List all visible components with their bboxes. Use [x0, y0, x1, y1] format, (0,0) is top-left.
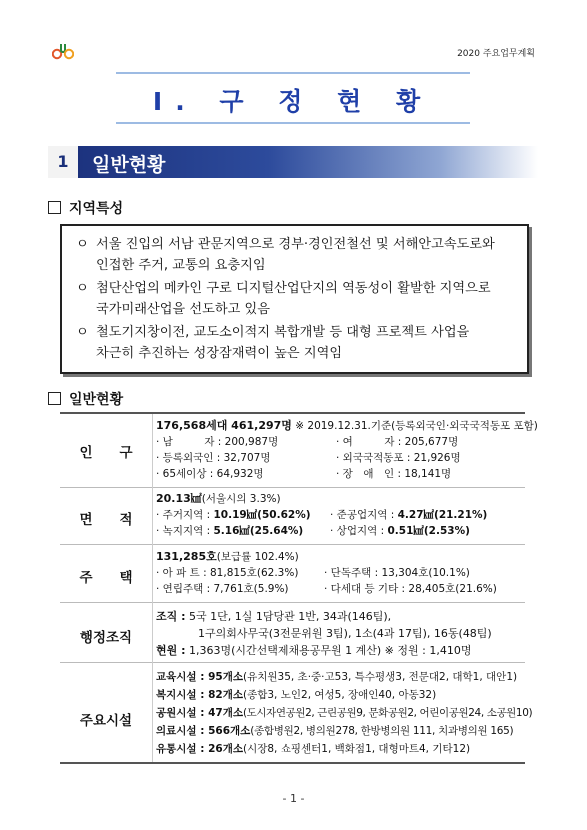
housing-detached: · 단독주택 : 13,304호(10.1%): [324, 567, 470, 579]
admin-org-label: 조직 :: [156, 610, 186, 623]
area-residential-value: 10.19㎢(50.62%): [213, 509, 311, 521]
general-heading-text: 일반현황: [69, 392, 124, 408]
area-commercial-value: 0.51㎢(2.53%): [387, 525, 470, 537]
admin-staff-label: 현원 :: [156, 644, 186, 657]
population-elderly: · 65세이상 : 64,932명: [156, 468, 264, 480]
bullet-line: 인접한 주거, 교통의 요충지임: [96, 258, 266, 273]
regional-bullet: [76, 278, 516, 320]
regional-bullet: [76, 234, 516, 276]
area-total-note: (서울시의 3.3%): [201, 493, 281, 505]
housing-multi-family: · 다세대 등 기타 : 28,405호(21.6%): [324, 583, 497, 595]
facility-row: [156, 686, 526, 704]
section-bar: [48, 146, 538, 178]
admin-org-line1: 5국 1단, 1실 1담당관 1반, 34과(146팀),: [185, 610, 392, 623]
label-column-divider: [152, 414, 153, 762]
section-number: 1: [48, 146, 80, 178]
checkbox-icon: [48, 392, 61, 405]
regional-box: [60, 224, 529, 374]
section-title: 일반현황: [92, 154, 166, 176]
population-headline: 176,568세대 461,297명: [156, 419, 292, 432]
page-number: - 1 -: [282, 792, 305, 805]
facility-name: 유통시설 : 26개소: [156, 743, 243, 755]
area-green-value: 5.16㎢(25.64%): [213, 525, 304, 537]
facility-detail: (유치원35, 초·중·고53, 특수평생3, 전문대2, 대학1, 대안1): [242, 671, 518, 683]
general-heading: [48, 389, 123, 409]
bullet-line: 차근히 추진하는 성장잠재력이 높은 지역임: [96, 346, 343, 361]
facility-detail: (종합3, 노인2, 여성5, 장애인40, 아동32): [242, 689, 437, 701]
facility-detail: (도시자연공원2, 근린공원9, 문화공원2, 어린이공원24, 소공원10): [242, 707, 533, 719]
bullet-line: 첨단산업의 메카인 구로 디지털산업단지의 역동성이 활발한 지역으로: [96, 281, 491, 296]
bullet-line: 서울 진입의 서남 관문지역으로 경부·경인전철선 및 서해안고속도로와: [96, 237, 495, 252]
report-title: 2020 주요업무계획: [457, 49, 535, 59]
table-top-border: [60, 412, 525, 414]
guro-logo: [52, 40, 74, 60]
admin-cell: [156, 608, 526, 659]
population-label: 인 구: [79, 445, 133, 461]
housing-total: 131,285호: [156, 550, 217, 563]
table-bottom-border: [60, 762, 525, 764]
area-cell: [156, 491, 526, 539]
facility-name: 공원시설 : 47개소: [156, 707, 243, 719]
row-divider: [60, 602, 525, 603]
population-female: · 여 자 : 205,677명: [336, 436, 459, 448]
facility-detail: (시장8, 쇼핑센터1, 백화점1, 대형마트4, 기타12): [242, 743, 471, 755]
row-divider: [60, 544, 525, 545]
row-divider: [60, 487, 525, 488]
population-male: · 남 자 : 200,987명: [156, 436, 279, 448]
admin-org-line2: 1구의회사무국(3전문위원 3팀), 1소(4과 17팀), 16동(48팀): [198, 627, 492, 640]
area-total: 20.13㎢: [156, 492, 202, 505]
area-residential-label: · 주거지역 :: [156, 509, 214, 521]
checkbox-icon: [48, 201, 61, 214]
row-divider: [60, 662, 525, 663]
area-label: 면 적: [79, 512, 133, 528]
facility-name: 교육시설 : 95개소: [156, 671, 243, 683]
area-green-label: · 녹지지역 :: [156, 525, 214, 537]
regional-heading: [48, 198, 123, 218]
bullet-marker: ㅇ: [76, 237, 89, 252]
facility-row: [156, 722, 526, 740]
regional-bullet: [76, 322, 516, 364]
admin-staff-value: 1,363명(시간선택제채용공무원 1 계산) ※ 정원 : 1,410명: [185, 644, 472, 657]
facility-row: [156, 668, 526, 686]
bullet-marker: ㅇ: [76, 325, 89, 340]
population-cell: [156, 418, 538, 482]
chapter-title-block: [116, 72, 470, 124]
facility-detail: (종합병원2, 병의원278, 한방병의원 111, 치과병의원 165): [250, 725, 514, 737]
population-note: ※ 2019.12.31.기준(등록외국인·외국국적동포 포함): [291, 420, 538, 432]
regional-heading-text: 지역특성: [69, 201, 124, 217]
population-registered-foreign: · 등록외국인 : 32,707명: [156, 452, 271, 464]
bullet-marker: ㅇ: [76, 281, 89, 296]
bullet-line: 국가미래산업을 선도하고 있음: [96, 302, 270, 317]
facility-row: [156, 704, 533, 722]
facility-name: 의료시설 : 566개소: [156, 725, 251, 737]
area-semi-industrial-label: · 준공업지역 :: [330, 509, 398, 521]
chapter-title: Ⅰ. 구 정 현 황: [152, 87, 434, 116]
housing-label: 주 택: [79, 570, 133, 586]
area-commercial-label: · 상업지역 :: [330, 525, 388, 537]
facilities-label: 주요시설: [79, 713, 133, 729]
facility-name: 복지시설 : 82개소: [156, 689, 243, 701]
bullet-line: 철도기지창이전, 교도소이적지 복합개발 등 대형 프로젝트 사업을: [96, 325, 470, 340]
housing-cell: [156, 549, 526, 597]
facility-row: [156, 740, 526, 758]
housing-apartment: · 아 파 트 : 81,815호(62.3%): [156, 567, 299, 579]
housing-total-note: (보급률 102.4%): [216, 551, 299, 563]
population-foreign-nationals: · 외국국적동포 : 21,926명: [336, 452, 461, 464]
population-disabled: · 장 애 인 : 18,141명: [336, 468, 452, 480]
admin-label: 행정조직: [79, 630, 133, 646]
area-semi-industrial-value: 4.27㎢(21.21%): [397, 509, 488, 521]
facilities-cell: [156, 668, 533, 758]
housing-row-house: · 연립주택 : 7,761호(5.9%): [156, 583, 289, 595]
